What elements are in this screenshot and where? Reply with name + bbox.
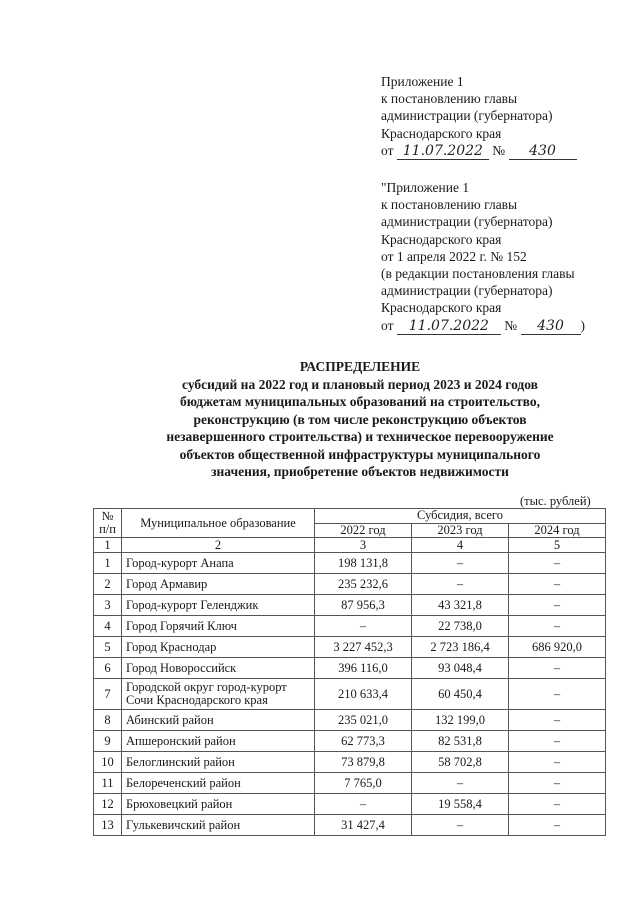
row-number: 2 xyxy=(94,574,122,595)
row-number: 4 xyxy=(94,616,122,637)
subsidy-2023: – xyxy=(412,815,509,836)
subsidy-2024: – xyxy=(509,752,606,773)
column-index: 3 xyxy=(315,538,412,553)
subsidy-2023: – xyxy=(412,773,509,794)
subsidy-2024: – xyxy=(509,794,606,815)
subsidy-2023: 93 048,4 xyxy=(412,658,509,679)
col-header-num: № п/п xyxy=(94,509,122,538)
subsidy-2022: 87 956,3 xyxy=(315,595,412,616)
subsidy-2022: 235 021,0 xyxy=(315,710,412,731)
column-index-row xyxy=(94,538,606,553)
appendix-line: к постановлению главы xyxy=(381,91,518,107)
subsidy-2023: 22 738,0 xyxy=(412,616,509,637)
subsidy-2023: 60 450,4 xyxy=(412,679,509,710)
document-title: РАСПРЕДЕЛЕНИЕ xyxy=(299,359,421,374)
row-number: 1 xyxy=(94,553,122,574)
municipality-name: Город Горячий Ключ xyxy=(122,616,315,637)
municipality-name: Гулькевичский район xyxy=(122,815,315,836)
municipality-name: Апшеронский район xyxy=(122,731,315,752)
table-row xyxy=(94,637,606,658)
units-note: (тыс. рублей) xyxy=(520,494,591,508)
heading-line: реконструкцию (в том числе реконструкцию объектов xyxy=(193,411,527,427)
table-row xyxy=(94,752,606,773)
closing-parenthesis: ) xyxy=(580,317,585,333)
subsidy-2024: 686 920,0 xyxy=(509,637,606,658)
appendix-header xyxy=(381,73,577,160)
appendix-line: Краснодарского края xyxy=(381,125,502,141)
column-index: 4 xyxy=(412,538,509,553)
appendix-line: к постановлению главы xyxy=(381,197,518,213)
appendix-date-line xyxy=(381,317,585,335)
subsidy-2022: – xyxy=(315,616,412,637)
handwritten-number: 430 xyxy=(509,144,577,160)
subsidy-2024: – xyxy=(509,595,606,616)
row-number: 11 xyxy=(94,773,122,794)
subsidy-2022: 3 227 452,3 xyxy=(315,637,412,658)
handwritten-date: 11.07.2022 xyxy=(397,144,489,160)
municipality-name: Белоглинский район xyxy=(122,752,315,773)
subsidy-2022: 31 427,4 xyxy=(315,815,412,836)
municipality-name: Городской округ город-курорт Сочи Краснодарского края xyxy=(122,679,315,710)
col-header-subsidy: Субсидия, всего xyxy=(315,509,606,524)
subsidy-2022: 235 232,6 xyxy=(315,574,412,595)
subsidy-2023: 132 199,0 xyxy=(412,710,509,731)
municipality-name: Абинский район xyxy=(122,710,315,731)
appendix-line: администрации (губернатора) xyxy=(381,283,553,299)
subsidy-2023: 58 702,8 xyxy=(412,752,509,773)
number-sign: № xyxy=(504,317,518,333)
municipality-name: Город-курорт Геленджик xyxy=(122,595,315,616)
appendix-line: администрации (губернатора) xyxy=(381,108,553,124)
row-number: 8 xyxy=(94,710,122,731)
row-number: 10 xyxy=(94,752,122,773)
heading-line: бюджетам муниципальных образований на строительство, xyxy=(180,394,540,409)
handwritten-date: 11.07.2022 xyxy=(397,319,501,335)
col-header-2024: 2024 год xyxy=(509,523,606,538)
col-header-name: Муниципальное образование xyxy=(122,509,315,538)
table-row xyxy=(94,658,606,679)
municipality-name: Брюховецкий район xyxy=(122,794,315,815)
row-number: 5 xyxy=(94,637,122,658)
subsidy-2024: – xyxy=(509,574,606,595)
subsidy-2024: – xyxy=(509,815,606,836)
col-header-2023: 2023 год xyxy=(412,523,509,538)
appendix-line: (в редакции постановления главы xyxy=(381,266,575,282)
heading-line: объектов общественной инфраструктуры муниципального xyxy=(179,446,541,462)
table-row xyxy=(94,794,606,815)
subsidy-2024: – xyxy=(509,731,606,752)
date-prefix: от xyxy=(381,142,394,158)
municipality-name: Город Новороссийск xyxy=(122,658,315,679)
row-number: 3 xyxy=(94,595,122,616)
heading-line: значения, приобретение объектов недвижимости xyxy=(211,464,509,479)
subsidy-2022: 198 131,8 xyxy=(315,553,412,574)
column-index: 5 xyxy=(509,538,606,553)
subsidy-2023: – xyxy=(412,553,509,574)
subsidy-2022: 7 765,0 xyxy=(315,773,412,794)
table-row xyxy=(94,595,606,616)
row-number: 13 xyxy=(94,815,122,836)
subsidy-2023: 19 558,4 xyxy=(412,794,509,815)
document-heading xyxy=(140,358,580,481)
subsidy-2024: – xyxy=(509,710,606,731)
table-row xyxy=(94,710,606,731)
subsidy-2023: 43 321,8 xyxy=(412,595,509,616)
appendix-date-line xyxy=(381,142,577,160)
heading-line: субсидий на 2022 год и плановый период 2023 и 2024 годов xyxy=(182,376,538,392)
heading-line: незавершенного строительства) и техническое перевооружение xyxy=(166,429,554,444)
column-index: 1 xyxy=(94,538,122,553)
municipality-name: Белореченский район xyxy=(122,773,315,794)
row-number: 6 xyxy=(94,658,122,679)
appendix-line: от 1 апреля 2022 г. № 152 xyxy=(381,248,527,264)
subsidy-2024: – xyxy=(509,679,606,710)
table-row xyxy=(94,773,606,794)
subsidy-2024: – xyxy=(509,616,606,637)
number-sign: № xyxy=(492,142,506,158)
column-index: 2 xyxy=(122,538,315,553)
appendix-line: Краснодарского края xyxy=(381,231,502,247)
subsidy-2022: 210 633,4 xyxy=(315,679,412,710)
subsidy-2024: – xyxy=(509,773,606,794)
municipality-name: Город Краснодар xyxy=(122,637,315,658)
municipality-name: Город Армавир xyxy=(122,574,315,595)
subsidy-2022: 62 773,3 xyxy=(315,731,412,752)
col-header-2022: 2022 год xyxy=(315,523,412,538)
table-row xyxy=(94,679,606,710)
appendix-line: администрации (губернатора) xyxy=(381,214,553,230)
handwritten-number: 430 xyxy=(521,319,581,335)
municipality-name: Город-курорт Анапа xyxy=(122,553,315,574)
row-number: 12 xyxy=(94,794,122,815)
subsidy-2022: 73 879,8 xyxy=(315,752,412,773)
row-number: 7 xyxy=(94,679,122,710)
subsidy-2023: 2 723 186,4 xyxy=(412,637,509,658)
subsidy-table xyxy=(93,508,606,836)
subsidy-2023: 82 531,8 xyxy=(412,731,509,752)
table-row xyxy=(94,731,606,752)
row-number: 9 xyxy=(94,731,122,752)
appendix-line: "Приложение 1 xyxy=(381,180,470,195)
table-row xyxy=(94,815,606,836)
subsidy-2022: – xyxy=(315,794,412,815)
subsidy-2024: – xyxy=(509,658,606,679)
subsidy-2023: – xyxy=(412,574,509,595)
subsidy-2022: 396 116,0 xyxy=(315,658,412,679)
table-row xyxy=(94,574,606,595)
appendix-quoted-header xyxy=(381,179,585,335)
appendix-line: Приложение 1 xyxy=(381,74,464,89)
appendix-line: Краснодарского края xyxy=(381,300,502,316)
subsidy-2024: – xyxy=(509,553,606,574)
table-row xyxy=(94,553,606,574)
date-prefix: от xyxy=(381,317,394,333)
table-row xyxy=(94,616,606,637)
